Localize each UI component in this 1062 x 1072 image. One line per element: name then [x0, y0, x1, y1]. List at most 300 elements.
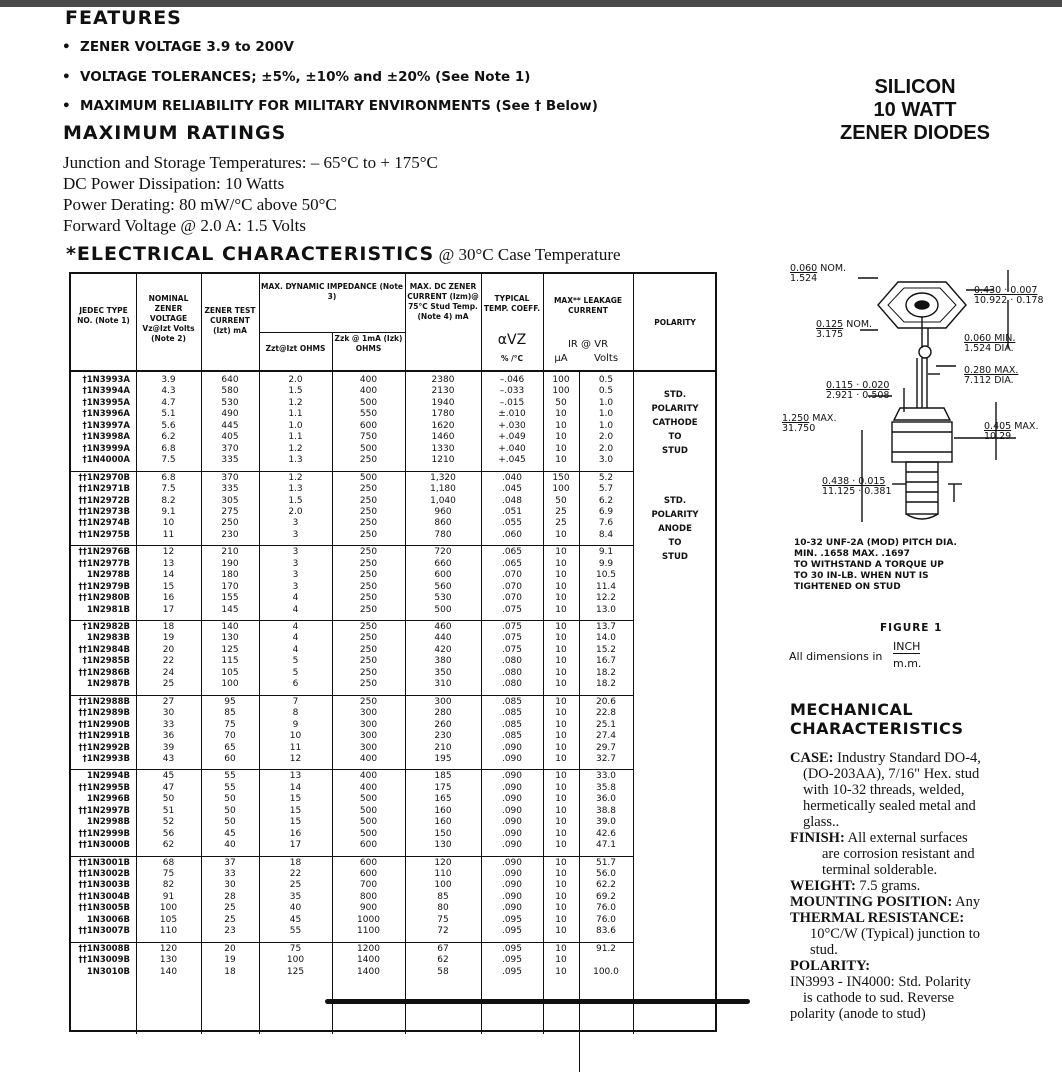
- type-number: ††1N2984B: [78, 644, 130, 655]
- dim-hole-dia: 0.060 MIN. 1.524 DIA.: [964, 333, 1016, 354]
- group-divider: [71, 769, 633, 770]
- cell-ir: 10: [555, 753, 567, 764]
- type-number: †1N3993A: [82, 375, 130, 385]
- cell-zzk: 250: [359, 696, 378, 707]
- cell-izt: 37: [224, 857, 236, 868]
- type-number: ††1N2975B: [78, 529, 130, 540]
- cell-izt: 23: [224, 926, 236, 937]
- cell-zzt: 125: [286, 966, 305, 977]
- cell-izm: 380: [434, 656, 452, 667]
- cell-vr: 0.5: [598, 375, 614, 385]
- dim-stud-length: 0.438 · 0.015 11.125 · 0.381: [822, 476, 892, 497]
- cell-izm: 1,040: [430, 495, 456, 506]
- cell-izm: 860: [434, 518, 452, 529]
- cell-tc: .090: [501, 805, 523, 816]
- cell-ir: 10: [555, 914, 567, 925]
- cell-tc: +.040: [498, 443, 526, 454]
- cell-vr: 1.0: [598, 420, 614, 431]
- cell-izt: 180: [221, 570, 239, 581]
- cell-ir: 10: [555, 443, 567, 454]
- cell-ir: 50: [555, 495, 567, 506]
- cell-zzt: 1.5: [288, 386, 303, 397]
- cell-izt: 60: [224, 753, 236, 764]
- cell-tc: .040: [501, 472, 523, 483]
- cell-ir: 10: [555, 455, 567, 466]
- type-number: 1N2987B: [86, 679, 130, 690]
- cell-vz: 5.6: [161, 420, 176, 431]
- cell-izt: 170: [221, 581, 239, 592]
- type-number: ††1N2995B: [78, 782, 130, 793]
- cell-zzk: 300: [359, 742, 378, 753]
- cell-vr: 5.2: [598, 472, 614, 483]
- mechanical-characteristics: CASE: Industry Standard DO-4, (DO-203AA), 7/16" Hex. stud with 10-32 threads, welded, hermetically sealed metal and glass.. FINISH: All external surfaces are corrosion resistant and terminal solderable. WEIGHT: 7.5 grams. MOUNTING POSITION: Any THERMAL RESISTANCE: 10°C/W (Typical) junction to stud. POLARITY: IN3993 - IN4000: Std. Polarity is cathode to sud. Reverse polarity (anode to stud): [790, 750, 981, 1022]
- type-number: †1N2982B: [82, 622, 130, 632]
- cell-vr: 18.2: [595, 667, 617, 678]
- type-number: †1N2993B: [82, 753, 130, 764]
- cell-izt: 30: [224, 880, 236, 891]
- cell-vz: 4.3: [161, 386, 176, 397]
- dim-hex-flat: 0.060 NOM. 1.524: [790, 263, 847, 284]
- cell-izt: 250: [221, 518, 239, 529]
- cell-izt: 70: [224, 731, 236, 742]
- cell-izt: 40: [224, 840, 236, 851]
- rating-line-2: DC Power Dissipation: 10 Watts: [63, 174, 285, 193]
- cell-zzk: 300: [359, 731, 378, 742]
- cell-zzt: 4: [292, 644, 299, 655]
- cell-ir: 10: [555, 926, 567, 937]
- cell-zzt: 55: [289, 926, 302, 937]
- header-zzk: Zzk @ 1mA (Izk) OHMS: [334, 334, 403, 353]
- cell-vr: 76.0: [595, 914, 617, 925]
- cell-izm: 100: [434, 880, 452, 891]
- cell-izm: 62: [437, 955, 449, 966]
- cell-zzk: 1000: [357, 914, 380, 925]
- cell-zzt: 40: [289, 903, 302, 914]
- thread-note: 10-32 UNF-2A (MOD) PITCH DIA. MIN. .1658 MAX. .1697 TO WITHSTAND A TORQUE UP TO 30 IN-LB. WHEN NUT IS TIGHTENED ON STUD: [794, 538, 957, 592]
- polarity-anode: STD. POLARITY ANODE TO STUD: [651, 496, 699, 562]
- cell-izt: 25: [224, 914, 236, 925]
- cell-zzk: 500: [359, 397, 378, 408]
- cell-vr: 5.7: [598, 484, 614, 495]
- cell-izt: 140: [221, 622, 239, 632]
- cell-tc: .095: [501, 966, 523, 977]
- cell-zzt: 15: [289, 817, 302, 828]
- group-divider: [71, 695, 633, 696]
- cell-tc: .070: [501, 581, 523, 592]
- cell-zzt: 13: [289, 771, 302, 782]
- cell-tc: .065: [501, 558, 523, 569]
- cell-vz: 8.2: [161, 495, 176, 506]
- cell-zzk: 550: [359, 409, 378, 420]
- cell-vr: 11.4: [595, 581, 617, 592]
- cell-ir: 10: [555, 593, 567, 604]
- cell-izm: 530: [434, 593, 452, 604]
- cell-vz: 30: [162, 708, 175, 719]
- cell-vz: 47: [162, 782, 175, 793]
- rating-line-1: Junction and Storage Temperatures: – 65°C to + 175°C: [63, 153, 438, 172]
- cell-zzk: 1200: [357, 943, 380, 954]
- mechanical-title: MECHANICAL CHARACTERISTICS: [790, 700, 964, 738]
- cell-ir: 10: [555, 633, 567, 644]
- cell-izm: 960: [434, 506, 452, 517]
- cell-zzt: 1.1: [288, 409, 303, 420]
- cell-vz: 62: [162, 840, 175, 851]
- cell-vr: 1.0: [598, 397, 614, 408]
- cell-zzt: 8: [292, 708, 299, 719]
- cell-zzt: 4: [292, 633, 299, 644]
- cell-izm: 280: [434, 708, 452, 719]
- cell-izt: 95: [224, 696, 236, 707]
- cell-tc: .090: [501, 771, 523, 782]
- cell-vz: 16: [162, 593, 175, 604]
- type-number: †1N3994A: [82, 386, 130, 397]
- cell-izm: 230: [434, 731, 452, 742]
- cell-zzt: 2.0: [288, 506, 303, 517]
- type-number: 1N2996B: [86, 794, 130, 805]
- type-number: ††1N3008B: [78, 943, 130, 954]
- cell-izm: 160: [434, 817, 452, 828]
- type-number: ††1N2979B: [78, 581, 130, 592]
- type-number: ††1N2997B: [78, 805, 130, 816]
- cell-izm: 130: [434, 840, 452, 851]
- type-number: ††1N2980B: [78, 593, 130, 604]
- cell-zzt: 16: [289, 828, 302, 839]
- cell-zzk: 250: [359, 644, 378, 655]
- cell-zzk: 250: [359, 656, 378, 667]
- cell-tc: .085: [501, 719, 523, 730]
- dim-lead-length: 0.115 · 0.020 2.921 · 0.508: [826, 380, 890, 401]
- cell-vr: 8.4: [598, 529, 614, 540]
- polarity-cathode: STD. POLARITY CATHODE TO STUD: [651, 390, 699, 456]
- cell-zzt: 12: [289, 753, 302, 764]
- group-divider: [71, 471, 633, 472]
- cell-izt: 19: [224, 955, 236, 966]
- cell-izm: 1940: [431, 397, 455, 408]
- cell-tc: .070: [501, 593, 523, 604]
- cell-vr: 39.0: [595, 817, 617, 828]
- type-number: †1N3998A: [82, 432, 130, 443]
- cell-izm: 75: [437, 914, 449, 925]
- cell-vz: 140: [159, 966, 178, 977]
- cell-ir: 10: [555, 696, 567, 707]
- cell-zzt: 1.3: [288, 484, 303, 495]
- cell-vz: 18: [162, 622, 175, 632]
- cell-tc: .090: [501, 869, 523, 879]
- cell-izt: 33: [224, 869, 236, 879]
- cell-ir: 10: [555, 742, 567, 753]
- cell-tc: .090: [501, 828, 523, 839]
- type-number: †1N2985B: [82, 656, 130, 667]
- cell-zzk: 600: [359, 420, 378, 431]
- cell-izm: 195: [434, 753, 452, 764]
- cell-vz: 25: [162, 679, 175, 690]
- cell-ir: 10: [555, 943, 567, 954]
- cell-ir: 10: [555, 903, 567, 914]
- cell-zzk: 250: [359, 581, 378, 592]
- type-number: ††1N2977B: [78, 558, 130, 569]
- cell-zzk: 500: [359, 817, 378, 828]
- cell-zzt: 3: [292, 558, 299, 569]
- header-tempco-unit: % /°C: [500, 354, 524, 363]
- cell-ir: 10: [555, 817, 567, 828]
- cell-vr: 16.7: [595, 656, 617, 667]
- cell-zzt: 3: [292, 529, 299, 540]
- cell-zzk: 1400: [357, 955, 380, 966]
- cell-zzk: 700: [359, 880, 378, 891]
- header-zzt: Zzt@Izt OHMS: [265, 344, 326, 353]
- cell-tc: +.045: [498, 455, 526, 466]
- cell-izm: 350: [434, 667, 452, 678]
- cell-tc: .095: [501, 926, 523, 937]
- cell-vr: 42.6: [595, 828, 617, 839]
- cell-ir: 10: [555, 547, 567, 558]
- cell-vz: 9.1: [161, 506, 176, 517]
- cell-izt: 580: [221, 386, 239, 397]
- cell-izm: 260: [434, 719, 452, 730]
- cell-ir: 100: [552, 375, 570, 385]
- type-number: ††1N3009B: [78, 955, 130, 966]
- type-number: ††1N3000B: [78, 840, 130, 851]
- cell-zzt: 15: [289, 794, 302, 805]
- cell-ir: 10: [555, 679, 567, 690]
- cell-vr: 3.0: [598, 455, 614, 466]
- cell-zzk: 400: [359, 753, 378, 764]
- cell-vz: 105: [159, 914, 178, 925]
- cell-zzt: 17: [289, 840, 302, 851]
- cell-izt: 50: [224, 805, 236, 816]
- cell-vr: 56.0: [595, 869, 617, 879]
- cell-zzk: 250: [359, 570, 378, 581]
- cell-ir: 10: [555, 828, 567, 839]
- cell-zzt: 11: [289, 742, 302, 753]
- type-number: ††1N2972B: [78, 495, 130, 506]
- cell-izm: 310: [434, 679, 452, 690]
- dim-overall-length: 1.250 MAX. 31.750: [782, 413, 837, 434]
- cell-tc: –.033: [499, 386, 525, 397]
- cell-vr: 13.7: [595, 622, 617, 632]
- cell-zzk: 250: [359, 495, 378, 506]
- cell-tc: .090: [501, 794, 523, 805]
- cell-tc: .090: [501, 880, 523, 891]
- cell-zzt: 2.0: [288, 375, 303, 385]
- cell-zzk: 400: [359, 375, 378, 385]
- cell-vz: 45: [162, 771, 175, 782]
- cell-vz: 51: [162, 805, 175, 816]
- cell-zzt: 1.3: [288, 455, 303, 466]
- cell-tc: .090: [501, 782, 523, 793]
- cell-vz: 6.8: [161, 472, 176, 483]
- cell-tc: .090: [501, 742, 523, 753]
- cell-izm: 2130: [431, 386, 455, 397]
- cell-ir: 10: [555, 805, 567, 816]
- cell-izt: 530: [221, 397, 239, 408]
- cell-vr: 20.6: [595, 696, 617, 707]
- cell-tc: .095: [501, 955, 523, 966]
- cell-vz: 7.5: [161, 455, 176, 466]
- cell-vr: 15.2: [595, 644, 617, 655]
- cell-tc: .045: [501, 484, 523, 495]
- cell-izm: 2380: [431, 375, 455, 385]
- cell-izt: 370: [221, 472, 239, 483]
- cell-tc: .070: [501, 570, 523, 581]
- cell-zzk: 1100: [357, 926, 380, 937]
- type-number: ††1N2970B: [78, 472, 130, 483]
- cell-vr: 2.0: [598, 432, 614, 443]
- cell-vz: 82: [162, 880, 175, 891]
- cell-izt: 28: [224, 891, 236, 902]
- cell-zzk: 600: [359, 840, 378, 851]
- cell-vr: 7.6: [598, 518, 614, 529]
- cell-vr: 22.8: [595, 708, 617, 719]
- feature-bullet-1: • ZENER VOLTAGE 3.9 to 200V: [62, 39, 294, 55]
- cell-tc: .090: [501, 903, 523, 914]
- type-number: ††1N3004B: [78, 891, 130, 902]
- type-number: †1N4000A: [82, 455, 130, 466]
- cell-izm: 1780: [431, 409, 455, 420]
- cell-zzk: 600: [359, 857, 378, 868]
- cell-ir: 50: [555, 397, 567, 408]
- type-number: †1N3995A: [82, 397, 130, 408]
- cell-izm: 85: [437, 891, 449, 902]
- header-leakage: MAX** LEAKAGE CURRENT: [553, 296, 623, 315]
- cell-vr: 83.6: [595, 926, 617, 937]
- header-impedance: MAX. DYNAMIC IMPEDANCE (Note 3): [260, 282, 404, 301]
- cell-ir: 10: [555, 409, 567, 420]
- cell-tc: .080: [501, 656, 523, 667]
- figure-caption: FIGURE 1: [880, 622, 943, 634]
- rating-line-3: Power Derating: 80 mW/°C above 50°C: [63, 195, 337, 214]
- cell-zzk: 400: [359, 782, 378, 793]
- cell-izt: 445: [221, 420, 239, 431]
- cell-zzt: 100: [286, 955, 305, 966]
- cell-tc: .085: [501, 708, 523, 719]
- cell-izt: 335: [221, 484, 239, 495]
- cell-ir: 10: [555, 794, 567, 805]
- cell-izm: 175: [434, 782, 452, 793]
- cell-ir: 10: [555, 581, 567, 592]
- cell-ir: 10: [555, 840, 567, 851]
- cell-vz: 7.5: [161, 484, 176, 495]
- header-tempco-symbol: αVZ: [497, 332, 527, 348]
- cell-tc: .051: [501, 506, 523, 517]
- cell-ir: 10: [555, 731, 567, 742]
- cell-tc: +.030: [498, 420, 526, 431]
- type-number: 1N2981B: [86, 604, 130, 615]
- cell-tc: .080: [501, 667, 523, 678]
- cell-zzt: 9: [292, 719, 299, 730]
- cell-izm: 80: [437, 903, 449, 914]
- cell-izm: 1210: [431, 455, 455, 466]
- cell-vr: 100.0: [593, 966, 619, 977]
- cell-vz: 39: [162, 742, 175, 753]
- cell-izt: 50: [224, 817, 236, 828]
- cell-vr: 69.2: [595, 891, 617, 902]
- cell-zzt: 22: [289, 869, 302, 879]
- cell-izt: 190: [221, 558, 239, 569]
- cell-izt: 125: [221, 644, 239, 655]
- type-number: 1N3006B: [86, 914, 130, 925]
- cell-ir: 10: [555, 656, 567, 667]
- cell-tc: .075: [501, 604, 523, 615]
- cell-vz: 75: [162, 869, 175, 879]
- cell-vz: 17: [162, 604, 175, 615]
- header-jedec: JEDEC TYPE NO. (Note 1): [77, 306, 130, 325]
- cell-izt: 155: [221, 593, 239, 604]
- feature-bullet-3: • MAXIMUM RELIABILITY FOR MILITARY ENVIRONMENTS (See † Below): [62, 98, 598, 114]
- cell-vr: 36.0: [595, 794, 617, 805]
- cell-zzk: 250: [359, 529, 378, 540]
- cell-zzk: 500: [359, 472, 378, 483]
- cell-zzt: 6: [292, 679, 299, 690]
- cell-vz: 15: [162, 581, 175, 592]
- cell-tc: –.015: [499, 397, 525, 408]
- cell-zzt: 3: [292, 581, 299, 592]
- cell-vz: 22: [162, 656, 175, 667]
- cell-zzk: 500: [359, 805, 378, 816]
- cell-vr: 33.0: [595, 771, 617, 782]
- cell-izt: 130: [221, 633, 239, 644]
- cell-vz: 19: [162, 633, 175, 644]
- cell-zzk: 500: [359, 828, 378, 839]
- cell-zzk: 900: [359, 903, 378, 914]
- cell-izt: 100: [221, 679, 239, 690]
- cell-tc: .090: [501, 753, 523, 764]
- cell-zzt: 4: [292, 593, 299, 604]
- cell-zzt: 10: [289, 731, 302, 742]
- unit-mm: m.m.: [893, 657, 922, 670]
- cell-vz: 50: [162, 794, 175, 805]
- cell-vz: 120: [159, 943, 178, 954]
- cell-zzt: 3: [292, 547, 299, 558]
- dim-terminal-thickness: 0.125 NOM. 3.175: [816, 319, 873, 340]
- type-number: ††1N3002B: [78, 869, 130, 879]
- cell-vr: 10.5: [595, 570, 617, 581]
- type-number: ††1N2990B: [78, 719, 130, 730]
- cell-ir: 10: [555, 880, 567, 891]
- cell-zzk: 250: [359, 558, 378, 569]
- cell-zzk: 500: [359, 443, 378, 454]
- cell-vr: 13.0: [595, 604, 617, 615]
- cell-tc: .090: [501, 817, 523, 828]
- cell-vr: 12.2: [595, 593, 617, 604]
- cell-tc: .085: [501, 696, 523, 707]
- type-number: ††1N2999B: [78, 828, 130, 839]
- cell-ir: 10: [555, 667, 567, 678]
- cell-vr: 62.2: [595, 880, 617, 891]
- cell-zzt: 45: [289, 914, 302, 925]
- cell-vz: 11: [162, 529, 175, 540]
- cell-zzk: 250: [359, 622, 378, 632]
- type-number: ††1N2973B: [78, 506, 130, 517]
- cell-ir: 10: [555, 570, 567, 581]
- cell-izt: 305: [221, 495, 239, 506]
- cell-zzt: 1.5: [288, 495, 303, 506]
- cell-izm: 420: [434, 644, 452, 655]
- header-ir-vr: IR @ VR: [567, 339, 609, 350]
- cell-zzk: 250: [359, 633, 378, 644]
- cell-izm: 300: [434, 696, 452, 707]
- cell-ir: 10: [555, 432, 567, 443]
- cell-vz: 52: [162, 817, 175, 828]
- cell-vz: 6.8: [161, 443, 176, 454]
- cell-izt: 75: [224, 719, 236, 730]
- cell-izm: 58: [437, 966, 449, 977]
- cell-izm: 210: [434, 742, 452, 753]
- cell-ir: 10: [555, 955, 567, 966]
- cell-izm: 67: [437, 943, 449, 954]
- type-number: 1N2978B: [86, 570, 130, 581]
- type-number: 1N2994B: [86, 771, 130, 782]
